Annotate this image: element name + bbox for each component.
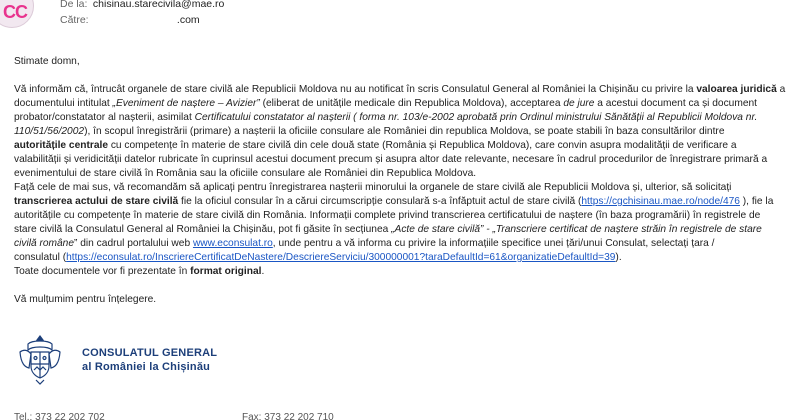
text-line: evenimentului de stare civilă în România sau la oficiile consulare ale României din Republica Moldova.: [14, 168, 477, 179]
text-line: documentului intitulat „Eveniment de naștere – Avizier” (eliberat de unitățile medicale din Republica Moldova), acceptarea de jure a acestui document ca și document: [14, 98, 757, 109]
text-line: consulatul (https://econsulat.ro/InscriereCertificatDeNastere/DescriereServiciu/300000001?taraDefaultId=61&organizatieDefaultId=39).: [14, 252, 622, 263]
text-line: Toate documentele vor fi prezentate în format original.: [14, 266, 265, 277]
sender-avatar[interactable]: [0, 0, 34, 28]
paragraph-legal-value: [14, 83, 794, 181]
text-line: 110/51/56/2002), în scopul înregistrării (primare) a nașterii la oficiile consulare ale României din republica Moldova, se poate stabili în baza consultărilor dintre: [14, 126, 725, 137]
from-row: [60, 0, 224, 10]
from-address[interactable]: chisinau.starecivila@mae.ro: [92, 0, 225, 10]
signature-line-1: CONSULATUL GENERAL: [82, 347, 218, 359]
text-line: civilă române” din cadrul portalului web www.econsulat.ro, unde pentru a vă informa cu privire la informațiile specifice unei țări/unui Consulat, selectați țara /: [14, 238, 715, 249]
text-line: Vă informăm că, întrucât organele de stare civilă ale Republicii Moldova nu au notificat în scris Consulatul General al României la Chișinău cu privire la valoarea juridică a: [14, 84, 786, 95]
hyperlink[interactable]: https://cgchisinau.mae.ro/node/476: [581, 196, 740, 207]
italic-text: „Acte de stare civilă” - „Transcriere certificat de naștere străin în registrele de stare: [391, 224, 762, 235]
avatar-initials: CC: [3, 2, 27, 22]
footer-contacts: [0, 412, 800, 420]
email-body: [14, 55, 794, 321]
text-line: Față cele de mai sus, vă recomandăm să aplicați pentru înregistrarea nașterii minorului la organele de stare civilă ale Republicii Moldova și, ulterior, să solicitați: [14, 182, 732, 193]
to-label: Către:: [60, 14, 89, 26]
text-line: stare civilă la Consulatul General al României la Chișinău, pot fi găsite în secțiunea „Acte de stare civilă” - „Transcriere certificat de naștere străin în registrele de stare: [14, 224, 762, 235]
italic-text: 110/51/56/2002: [14, 126, 85, 137]
text-line: autoritățile centrale cu competențe în materie de stare civilă din cele două state (România și Republica Moldova), care convin asupra modalității de verificare a: [14, 140, 737, 151]
text-line: autoritățile cu competențe în materie de stare civilă din România. Informații complete privind transcrierea certificatului de naștere (în baza programării) în registrele de: [14, 210, 761, 221]
paragraph-recommendation: [14, 181, 794, 279]
signature-block: [12, 330, 312, 386]
greeting: Stimate domn,: [14, 56, 80, 67]
text-line: valabilității și veridicității datelor rubricate în cuprinsul acestui document precum și asupra altor date relevante, necesare în cadrul procedurilor de înregistrare primară a: [14, 154, 768, 165]
signature-text: [82, 346, 217, 374]
italic-text: Certificatului constatator al nașterii ( forma nr. 103/e-2002 aprobată prin Ordinul ministrului Sănătății al Republicii Moldova nr.: [194, 112, 758, 123]
bold-text: autoritățile centrale: [14, 140, 108, 151]
text-line: transcrierea actului de stare civilă fie la oficiul consular în a cărui circumscripție consulară s-a înfăptuit actul de stare civilă (https://cgchisinau.mae.ro/node/476 ), fie la: [14, 196, 774, 207]
to-address[interactable]: .com: [176, 14, 200, 26]
text-line: probator/constatator al nașterii, asimilat Certificatului constatator al nașterii ( forma nr. 103/e-2002 aprobată prin Ordinul ministrului Sănătății al Republicii Moldova nr.: [14, 112, 758, 123]
footer-phone: Tel.: 373 22 202 702: [14, 412, 105, 420]
footer-fax: Fax: 373 22 202 710: [242, 412, 334, 420]
hyperlink[interactable]: www.econsulat.ro: [192, 238, 273, 249]
email-header: [0, 0, 800, 36]
italic-text: „Eveniment de naștere – Avizier”: [112, 98, 260, 109]
bold-text: format original: [190, 266, 262, 277]
italic-text: de jure: [563, 98, 595, 109]
italic-text: civilă române: [14, 238, 75, 249]
coat-of-arms-icon: [12, 330, 68, 386]
bold-text: transcrierea actului de stare civilă: [14, 196, 179, 207]
hyperlink[interactable]: https://econsulat.ro/InscriereCertificatDeNastere/DescriereServiciu/300000001?taraDefaultId=61&organizatieDefaultId=39: [66, 252, 616, 263]
bold-text: valoarea juridică: [696, 84, 777, 95]
closing: Vă mulțumim pentru înțelegere.: [14, 294, 157, 305]
to-row: [60, 14, 200, 26]
signature-line-2: al României la Chișinău: [82, 361, 211, 373]
from-label: De la:: [60, 0, 88, 10]
